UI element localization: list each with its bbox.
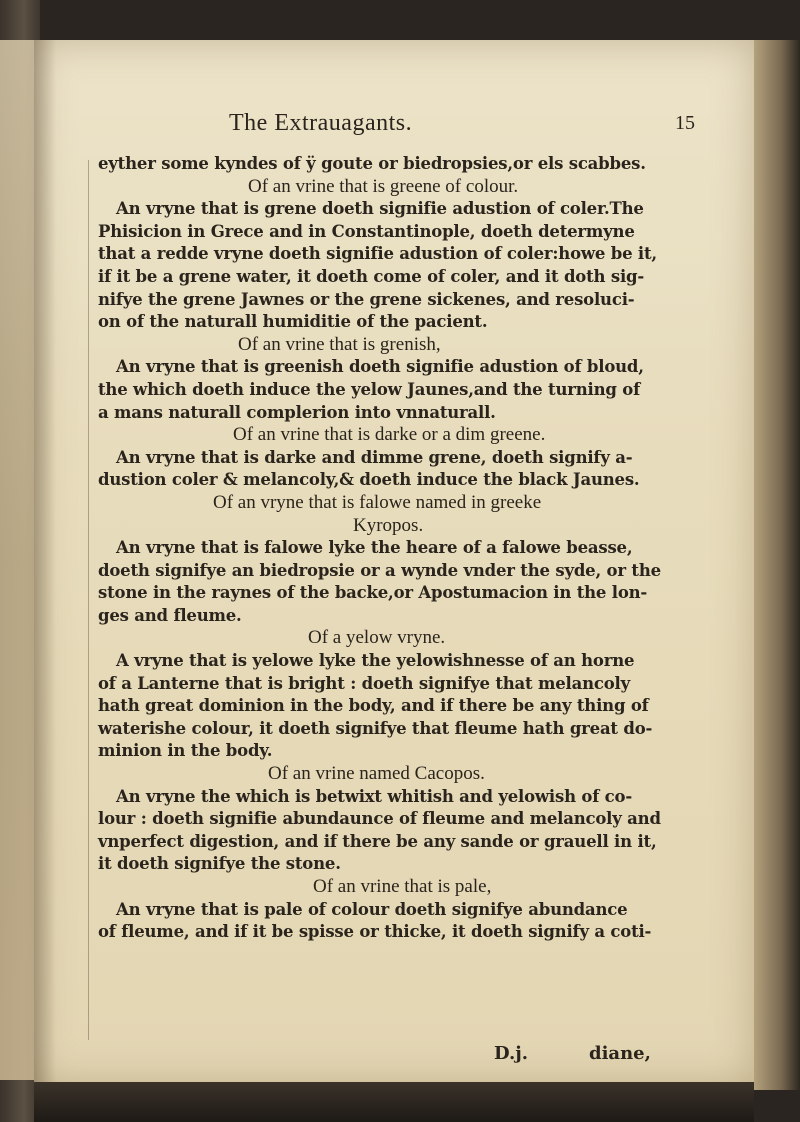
text-line: An vryne that is greenish doeth signifie adustion of bloud, <box>116 357 644 377</box>
text-line: a mans naturall complerion into vnnaturall. <box>98 402 496 422</box>
text-line: that a redde vryne doeth signifie adustion of coler:howe be it, <box>98 244 657 264</box>
section-heading: Of an vrine named Cacopos. <box>268 763 485 785</box>
text-line: stone in the raynes of the backe,or Apostumacion in the lon- <box>98 583 648 603</box>
text-line: An vryne the which is betwixt whitish and yelowish of co- <box>116 786 632 806</box>
section-heading: Of a yelow vryne. <box>308 627 446 649</box>
page-edge-shadow <box>752 40 800 1090</box>
text-line: hath great dominion in the body, and if there be any thing of <box>98 696 649 716</box>
text-line: An vryne that is darke and dimme grene, doeth signify a- <box>116 447 633 467</box>
text-line: the which doeth induce the yelow Jaunes,and the turning of <box>98 379 640 399</box>
signature-mark: D.j. <box>494 1043 529 1064</box>
section-heading: Of an vrine that is greene of colour. <box>248 175 519 197</box>
text-line: it doeth signifye the stone. <box>98 854 341 874</box>
facing-page-edge <box>0 40 34 1080</box>
text-line: minion in the body. <box>98 741 273 761</box>
folio-number: 15 <box>675 112 695 134</box>
section-heading: Of an vrine that is grenish, <box>238 333 441 355</box>
text-line: A vryne that is yelowe lyke the yelowishnesse of an horne <box>116 651 635 671</box>
text-line: An vryne that is grene doeth signifie adustion of coler.The <box>116 199 644 219</box>
text-line: An vryne that is falowe lyke the heare of a falowe beasse, <box>116 538 633 558</box>
text-line: nifye the grene Jawnes or the grene sickenes, and resoluci- <box>98 289 635 309</box>
section-heading: Of an vrine that is darke or a dim greene. <box>233 424 546 446</box>
bottom-shadow <box>34 1082 754 1122</box>
gutter-shadow <box>34 40 56 1085</box>
text-line: if it be a grene water, it doeth come of coler, and it doth sig- <box>98 266 645 286</box>
text-line: eyther some kyndes of ÿ goute or biedropsies,or els scabbes. <box>98 154 646 173</box>
text-line: doeth signifye an biedropsie or a wynde vnder the syde, or the <box>98 560 661 580</box>
margin-rule <box>88 160 89 1040</box>
text-block <box>98 153 698 944</box>
text-line: vnperfect digestion, and if there be any sande or grauell in it, <box>98 831 657 851</box>
text-line: on of the naturall humiditie of the pacient. <box>98 312 488 332</box>
section-heading: Of an vrine that is pale, <box>313 876 492 897</box>
text-line: Phisicion in Grece and in Constantinople, doeth determyne <box>98 221 635 241</box>
catchword: diane, <box>589 1043 651 1064</box>
section-heading: Of an vryne that is falowe named in greeke <box>213 491 542 513</box>
text-line: An vryne that is pale of colour doeth signifye abundance <box>116 899 628 919</box>
text-line: waterishe colour, it doeth signifye that fleume hath great do- <box>98 718 653 738</box>
text-line: dustion coler & melancoly,& doeth induce the black Jaunes. <box>98 470 640 490</box>
text-line: lour : doeth signifie abundaunce of fleume and melancoly and <box>98 809 661 829</box>
running-head: The Extrauagants. <box>229 110 413 136</box>
section-heading: Kyropos. <box>353 514 424 536</box>
text-line: ges and fleume. <box>98 605 242 625</box>
book-page <box>34 40 754 1085</box>
text-line: of fleume, and if it be spisse or thicke, it doeth signify a coti- <box>98 922 652 942</box>
page-header <box>34 110 754 144</box>
text-line: of a Lanterne that is bright : doeth signifye that melancoly <box>98 673 631 693</box>
